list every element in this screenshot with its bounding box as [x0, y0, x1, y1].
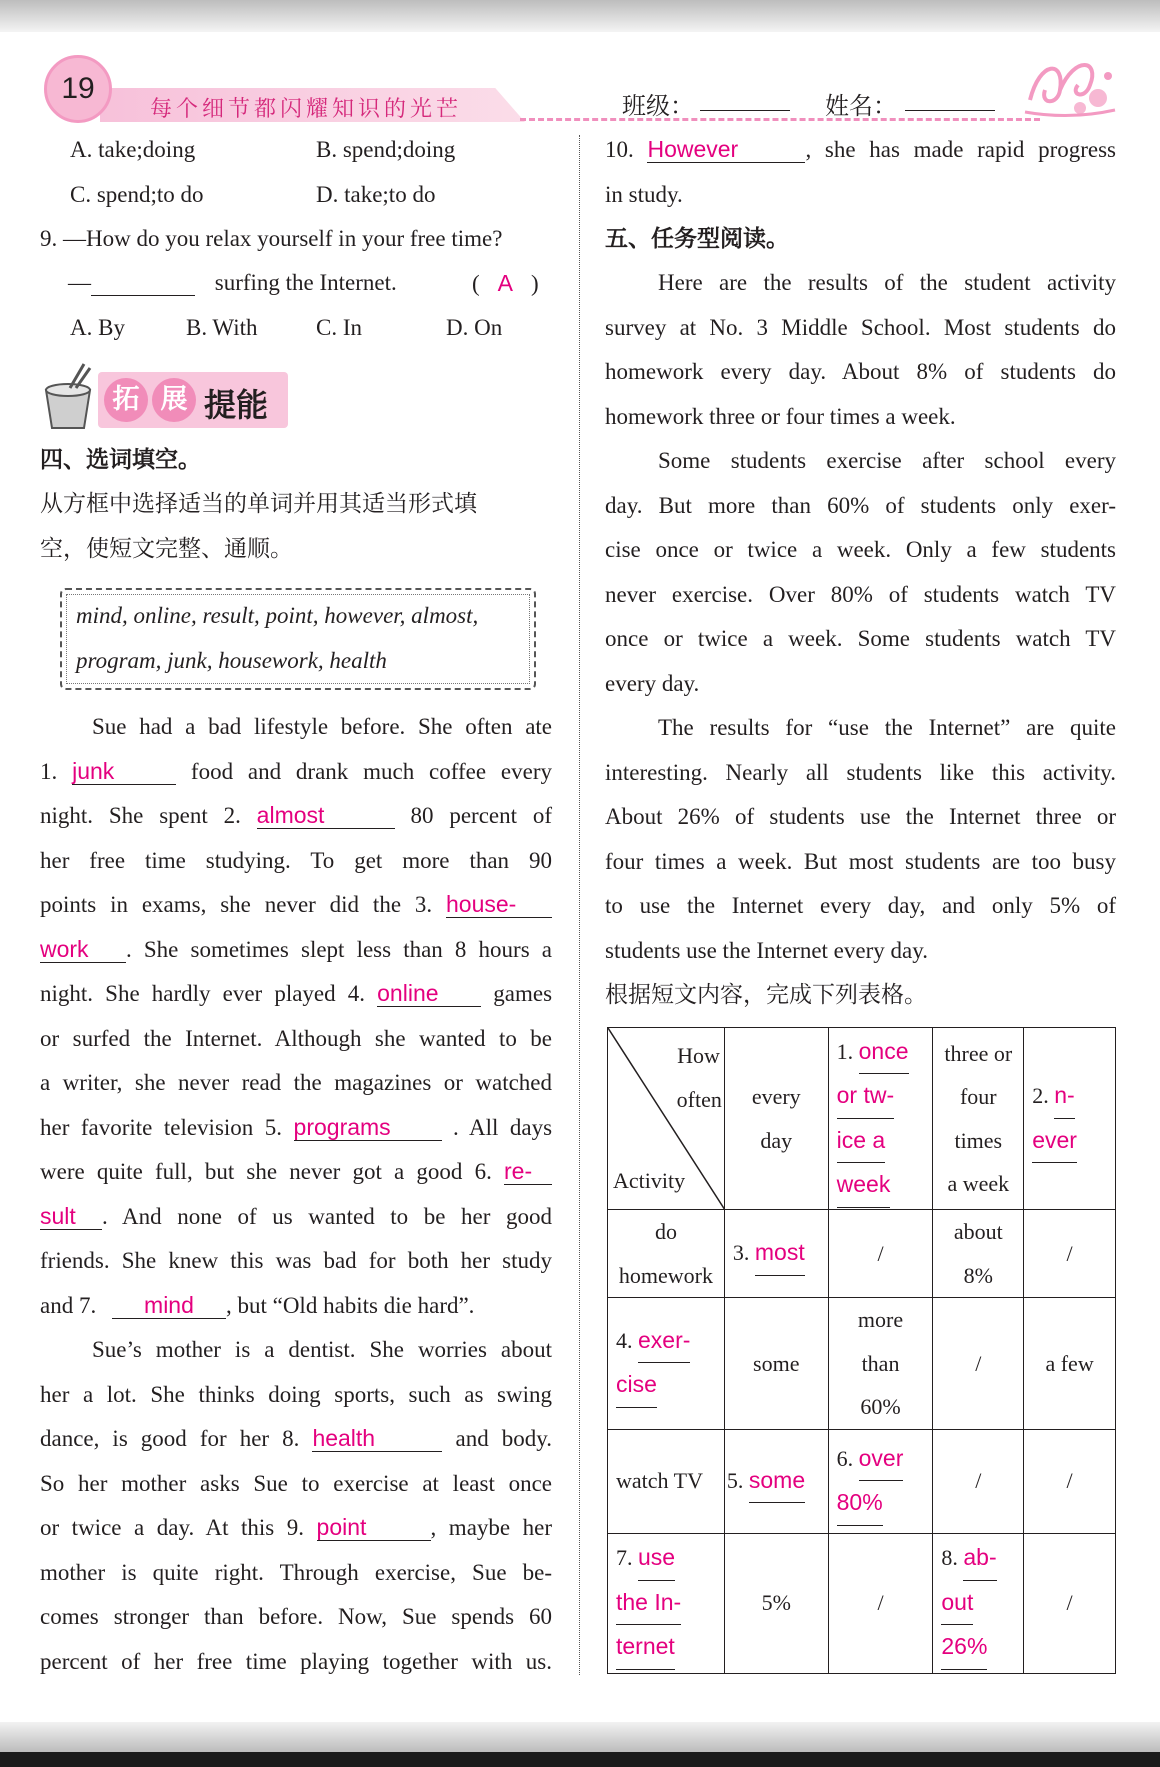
q8-option-b: B. spend;doing — [316, 137, 456, 162]
flower-ornament-icon — [1020, 50, 1120, 122]
activity-watch-tv: watch TV — [608, 1429, 725, 1533]
answer-9: point — [317, 1515, 431, 1541]
cell-exercise-three: / — [933, 1298, 1024, 1430]
q9-option-d: D. On — [446, 315, 503, 340]
passage-line-1: Sue had a bad lifestyle before. She often ate — [92, 714, 552, 739]
q9-dash: — — [68, 270, 91, 295]
reading-p3-line-1: The results for “use the Internet” are quite — [658, 715, 1116, 740]
cell-exercise-never: a few — [1024, 1298, 1116, 1430]
q8-option-a: A. take;doing — [70, 137, 196, 162]
table-answer-7b: the In- — [616, 1581, 681, 1626]
expand-char-1: 拓 — [104, 378, 148, 422]
cell-homework-three: about 8% — [933, 1210, 1024, 1298]
cell-homework-every: 3. most — [724, 1210, 828, 1298]
reading-p3-line-6: students use the Internet every day. — [605, 938, 928, 963]
passage-line-11: were quite full, but she never got a good 6. re- — [40, 1157, 552, 1187]
q9-option-c: C. In — [316, 315, 362, 340]
table-row-tv — [608, 1429, 1116, 1533]
survey-table — [607, 1027, 1116, 1674]
page-bottom-shadow — [0, 1722, 1160, 1752]
answer-5: programs — [294, 1115, 442, 1141]
table-answer-8b: out — [941, 1581, 973, 1626]
cell-exercise-once: more than 60% — [828, 1298, 933, 1430]
passage-line-5: points in exams, she never did the 3. house- — [40, 890, 552, 920]
reading-p2-line-2: day. But more than 60% of students only exer- — [605, 493, 1116, 518]
answer-8: health — [312, 1426, 442, 1452]
q9-after: surfing the Internet. — [214, 270, 397, 295]
passage-line-20: mother is quite right. Through exercise, Sue be- — [40, 1560, 552, 1585]
answer-7: mind — [112, 1293, 226, 1319]
section4-instruction-1: 从方框中选择适当的单词并用其适当形式填 — [40, 491, 477, 517]
cell-homework-once: / — [828, 1210, 933, 1298]
answer-10: However — [647, 137, 805, 163]
answer-2: almost — [257, 803, 395, 829]
passage-line-22: percent of her free time playing together with us. — [40, 1649, 552, 1674]
page-number-badge: 19 — [44, 55, 112, 123]
table-answer-8a: ab- — [963, 1536, 996, 1581]
answer-4: online — [377, 981, 481, 1007]
cell-homework-never: / — [1024, 1210, 1116, 1298]
table-answer-1a: once — [859, 1030, 909, 1075]
passage-line-7: night. She hardly ever played 4. online games — [40, 980, 553, 1006]
cell-internet-once: / — [828, 1533, 933, 1673]
reading-p1-line-4: homework three or four times a week. — [605, 404, 956, 429]
passage-line-21: comes stronger than before. Now, Sue spends 60 — [40, 1604, 552, 1629]
answer-3a: house- — [446, 892, 552, 918]
answer-1: junk — [72, 759, 176, 785]
table-header-row — [608, 1028, 1116, 1210]
passage-line-2: 1. junk food and drank much coffee every — [40, 758, 552, 784]
cell-tv-once: 6. over 80% — [828, 1429, 933, 1533]
section4-title: 四、选词填空。 — [40, 447, 201, 473]
passage-line-6: work . She sometimes slept less than 8 hours a — [40, 936, 552, 962]
table-corner-cell — [608, 1028, 725, 1210]
passage-line-13: friends. She knew this was bad for both her study — [40, 1248, 552, 1273]
reading-p2-line-6: every day. — [605, 671, 700, 696]
header-every-day: every day — [724, 1028, 828, 1210]
activity-homework: do homework — [608, 1210, 725, 1298]
q8-option-d: D. take;to do — [316, 182, 436, 207]
column-divider — [579, 135, 580, 1675]
passage-line-14: and 7. mind , but “Old habits die hard”. — [40, 1292, 475, 1318]
activity-internet: 7. use the In- ternet — [608, 1533, 725, 1673]
activity-exercise: 4. exer- cise — [608, 1298, 725, 1430]
reading-p3-line-2: interesting. Nearly all students like this activity. — [605, 760, 1116, 785]
q9-option-a: A. By — [70, 315, 125, 340]
reading-p2-line-1: Some students exercise after school every — [658, 448, 1116, 473]
section5-title: 五、任务型阅读。 — [605, 226, 789, 252]
q10-line-2: in study. — [605, 182, 683, 207]
passage-line-17: dance, is good for her 8. health and body. — [40, 1425, 552, 1451]
reading-p2-line-5: once or twice a week. Some students watch TV — [605, 626, 1116, 651]
word-box-line-1: mind, online, result, point, however, almost, — [76, 603, 479, 628]
table-answer-7a: use — [638, 1536, 675, 1581]
reading-p1-line-1: Here are the results of the student activity — [658, 270, 1116, 295]
cell-internet-never: / — [1024, 1533, 1116, 1673]
q9-answer: A — [497, 270, 514, 296]
q9-question: 9. —How do you relax yourself in your free time? — [40, 226, 503, 251]
header-dashed-line — [520, 118, 1040, 121]
table-row-internet — [608, 1533, 1116, 1673]
passage-line-19: or twice a day. At this 9. point , maybe her — [40, 1514, 553, 1540]
answer-6b: sult — [40, 1204, 102, 1230]
table-answer-2b: ever — [1032, 1119, 1077, 1164]
passage-line-15: Sue’s mother is a dentist. She worries about — [92, 1337, 552, 1362]
page-bottom-bar — [0, 1752, 1160, 1767]
q9-option-b: B. With — [186, 315, 258, 340]
q9-answer-bracket: ( A ) — [472, 270, 539, 296]
reading-p3-line-4: four times a week. But most students are too busy — [605, 849, 1116, 874]
expand-title: 提能 — [204, 386, 269, 424]
corner-activity: Activity — [613, 1168, 686, 1193]
table-answer-6b: 80% — [837, 1481, 883, 1526]
q8-option-c: C. spend;to do — [70, 182, 204, 207]
cell-exercise-every: some — [724, 1298, 828, 1430]
table-answer-7c: ternet — [616, 1625, 675, 1670]
table-answer-5: some — [749, 1459, 805, 1504]
bucket-icon — [40, 360, 96, 432]
passage-line-4: her free time studying. To get more than 90 — [40, 848, 552, 873]
header-blank-1: 1. once or tw- ice a week — [828, 1028, 933, 1210]
table-answer-4b: cise — [616, 1363, 657, 1408]
cell-tv-three: / — [933, 1429, 1024, 1533]
cell-tv-every: 5. some — [724, 1429, 828, 1533]
expand-char-2: 展 — [152, 378, 196, 422]
table-answer-1d: week — [837, 1163, 891, 1208]
reading-p1-line-3: homework every day. About 8% of students do — [605, 359, 1116, 384]
table-answer-6a: over — [859, 1437, 904, 1482]
q9-line — [68, 268, 397, 298]
q9-blank[interactable] — [91, 270, 195, 296]
header-slogan: 每个细节都闪耀知识的光芒 — [150, 97, 463, 122]
table-answer-1c: ice a — [837, 1119, 886, 1164]
table-row-homework — [608, 1210, 1116, 1298]
answer-6a: re- — [504, 1159, 552, 1185]
passage-line-12: sult . And none of us wanted to be her good — [40, 1203, 552, 1229]
table-answer-3: most — [755, 1231, 805, 1276]
table-answer-8c: 26% — [941, 1625, 987, 1670]
passage-line-18: So her mother asks Sue to exercise at least once — [40, 1471, 552, 1496]
passage-line-8: or surfed the Internet. Although she wanted to be — [40, 1026, 552, 1051]
passage-line-3: night. She spent 2. almost 80 percent of — [40, 802, 553, 828]
cell-internet-three: 8. ab- out 26% — [933, 1533, 1024, 1673]
table-answer-2a: n- — [1054, 1074, 1074, 1119]
corner-how: How — [677, 1043, 720, 1068]
reading-p3-line-3: About 26% of students use the Internet three or — [605, 804, 1116, 829]
class-field-line[interactable] — [700, 110, 790, 111]
word-box-line-2: program, junk, housework, health — [76, 648, 387, 673]
corner-often: often — [676, 1087, 722, 1112]
q10-line: 10. However , she has made rapid progress — [605, 136, 1117, 162]
page-top-shadow — [0, 0, 1160, 32]
table-row-exercise — [608, 1298, 1116, 1430]
table-answer-4a: exer- — [638, 1319, 690, 1364]
answer-3b: work — [40, 937, 126, 963]
passage-line-9: a writer, she never read the magazines or watched — [40, 1070, 552, 1095]
section4-instruction-2: 空，使短文完整、通顺。 — [40, 536, 293, 562]
name-field-line[interactable] — [905, 110, 995, 111]
cell-internet-every: 5% — [724, 1533, 828, 1673]
class-label: 班级： — [622, 92, 694, 120]
table-instruction: 根据短文内容，完成下列表格。 — [605, 982, 927, 1008]
name-label: 姓名： — [825, 92, 897, 120]
header-blank-2: 2. n- ever — [1024, 1028, 1116, 1210]
reading-p1-line-2: survey at No. 3 Middle School. Most students do — [605, 315, 1116, 340]
passage-line-16: her a lot. She thinks doing sports, such as swing — [40, 1382, 552, 1407]
reading-p2-line-3: cise once or twice a week. Only a few students — [605, 537, 1116, 562]
table-answer-1b: or tw- — [837, 1074, 895, 1119]
passage-line-10: her favorite television 5. programs . All days — [40, 1114, 553, 1140]
reading-p3-line-5: to use the Internet every day, and only 5% of — [605, 893, 1116, 918]
cell-tv-never: / — [1024, 1429, 1116, 1533]
reading-p2-line-4: never exercise. Over 80% of students watch TV — [605, 582, 1116, 607]
header-three-four: three or four times a week — [933, 1028, 1024, 1210]
